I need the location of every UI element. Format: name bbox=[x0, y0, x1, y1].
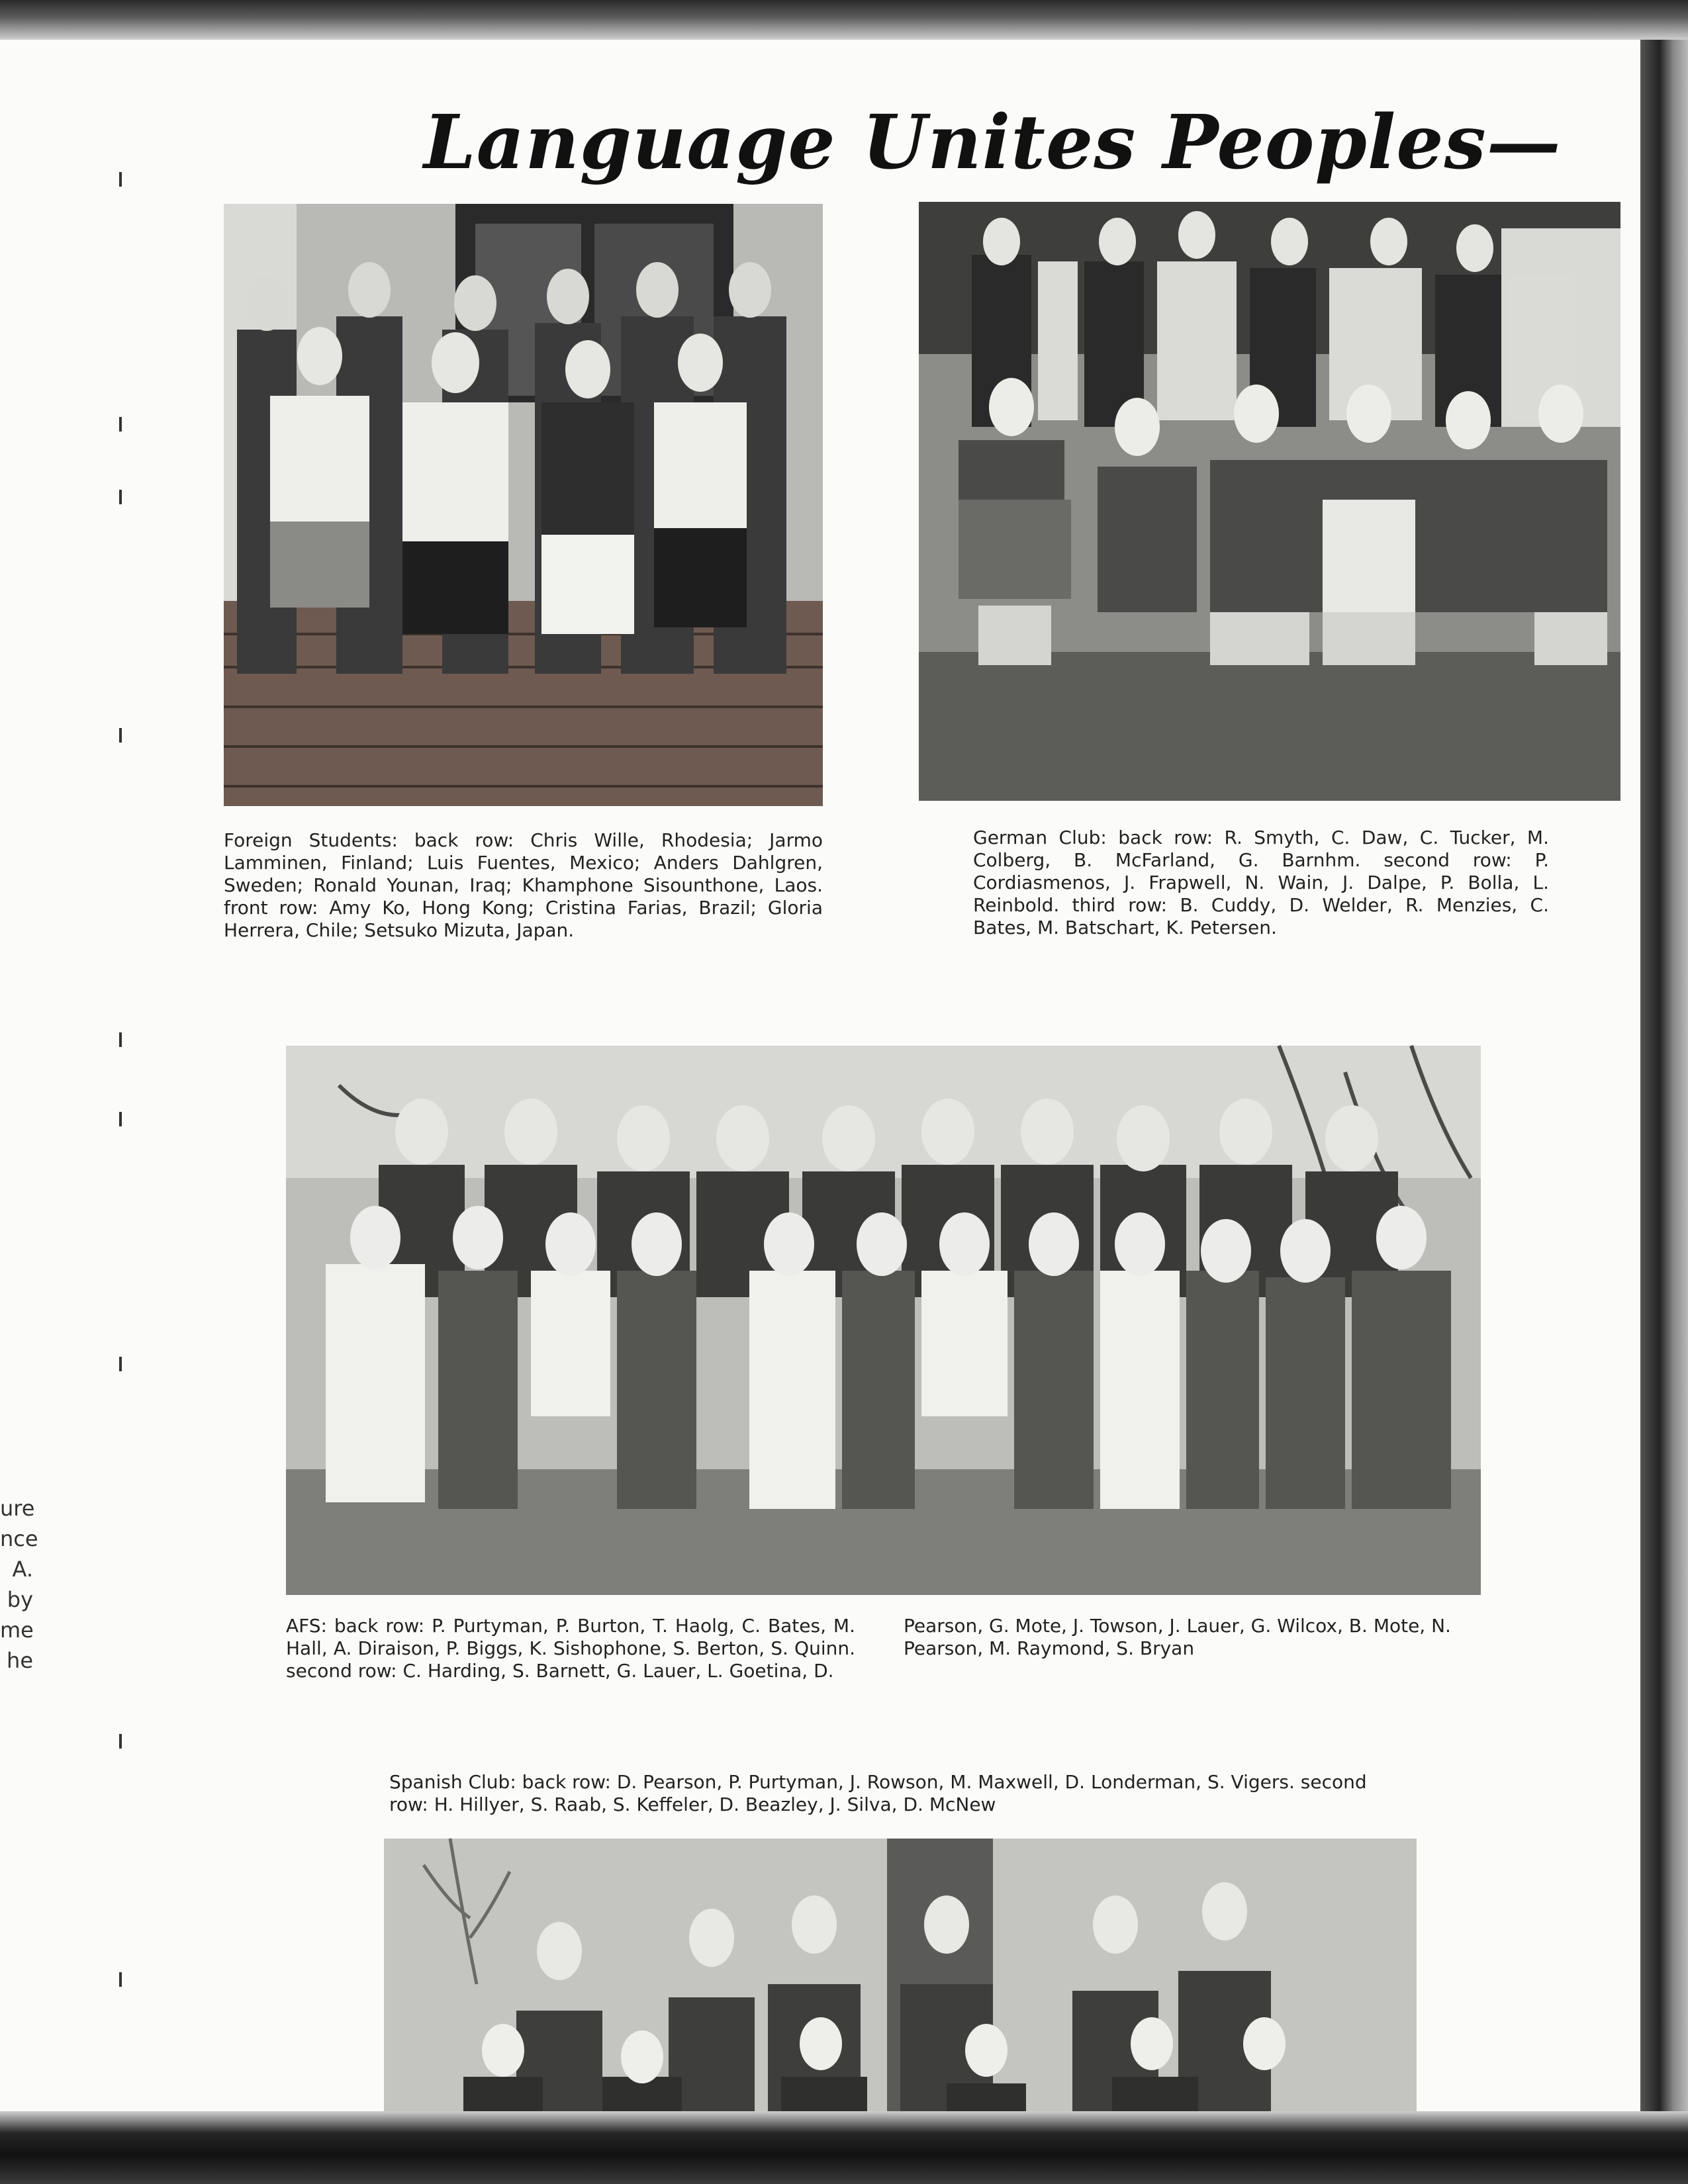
adjacent-page-text bbox=[0, 1493, 38, 1676]
afs-caption-column-2: Pearson, G. Mote, J. Towson, J. Lauer, G. Wilcox, B. Mote, N. Pearson, M. Raymond, S. Bryan bbox=[904, 1615, 1451, 1659]
german-club-caption: German Club: back row: R. Smyth, C. Daw, C. Tucker, M. Colberg, B. McFarland, G. Barnhm. second row: P. Cordiasmenos, J. Frapwell, N. Wain, J. Dalpe, P. Bolla, L. Reinbold. third row: B. Cuddy, D. Welder, R. Menzies, C. Bates, M. Batschart, K. Petersen. bbox=[973, 827, 1549, 938]
margin-line: A. bbox=[12, 1557, 33, 1582]
spanish-club-photo bbox=[384, 1839, 1417, 2116]
margin-line: by bbox=[7, 1587, 33, 1612]
page-top-edge bbox=[0, 0, 1688, 42]
foreign-students-photo bbox=[224, 204, 823, 806]
page-bottom-edge bbox=[0, 2111, 1688, 2184]
german-club-photo bbox=[919, 202, 1620, 801]
foreign-students-caption: Foreign Students: back row: Chris Wille, Rhodesia; Jarmo Lamminen, Finland; Luis Fuentes, Mexico; Anders Dahlgren, Sweden; Ronald Younan, Iraq; Khamphone Sisounthone, Laos. front row: Amy Ko, Hong Kong; Cristina Farias, Brazil; Gloria Herrera, Chile; Setsuko Mizuta, Japan. bbox=[224, 829, 823, 941]
page-right-edge bbox=[1640, 40, 1688, 2118]
margin-line: nce bbox=[0, 1526, 38, 1551]
afs-photo bbox=[286, 1046, 1481, 1595]
margin-line: he bbox=[7, 1648, 33, 1673]
spanish-club-caption: Spanish Club: back row: D. Pearson, P. Purtyman, J. Rowson, M. Maxwell, D. Londerman, S. Vigers. second row: H. Hillyer, S. Raab, S. Keffeler, D. Beazley, J. Silva, D. McNew bbox=[389, 1771, 1367, 1815]
page-title: Language Unites Peoples— bbox=[424, 99, 1562, 186]
afs-caption-column-1: AFS: back row: P. Purtyman, P. Burton, T. Haolg, C. Bates, M. Hall, A. Diraison, P. Biggs, K. Sishophone, S. Berton, S. Quinn. second row: C. Harding, S. Barnett, G. Lauer, L. Goetina, D. bbox=[286, 1615, 855, 1682]
margin-line: me bbox=[0, 1617, 34, 1643]
binding-marks bbox=[119, 132, 123, 1985]
margin-line: ure bbox=[0, 1496, 35, 1521]
